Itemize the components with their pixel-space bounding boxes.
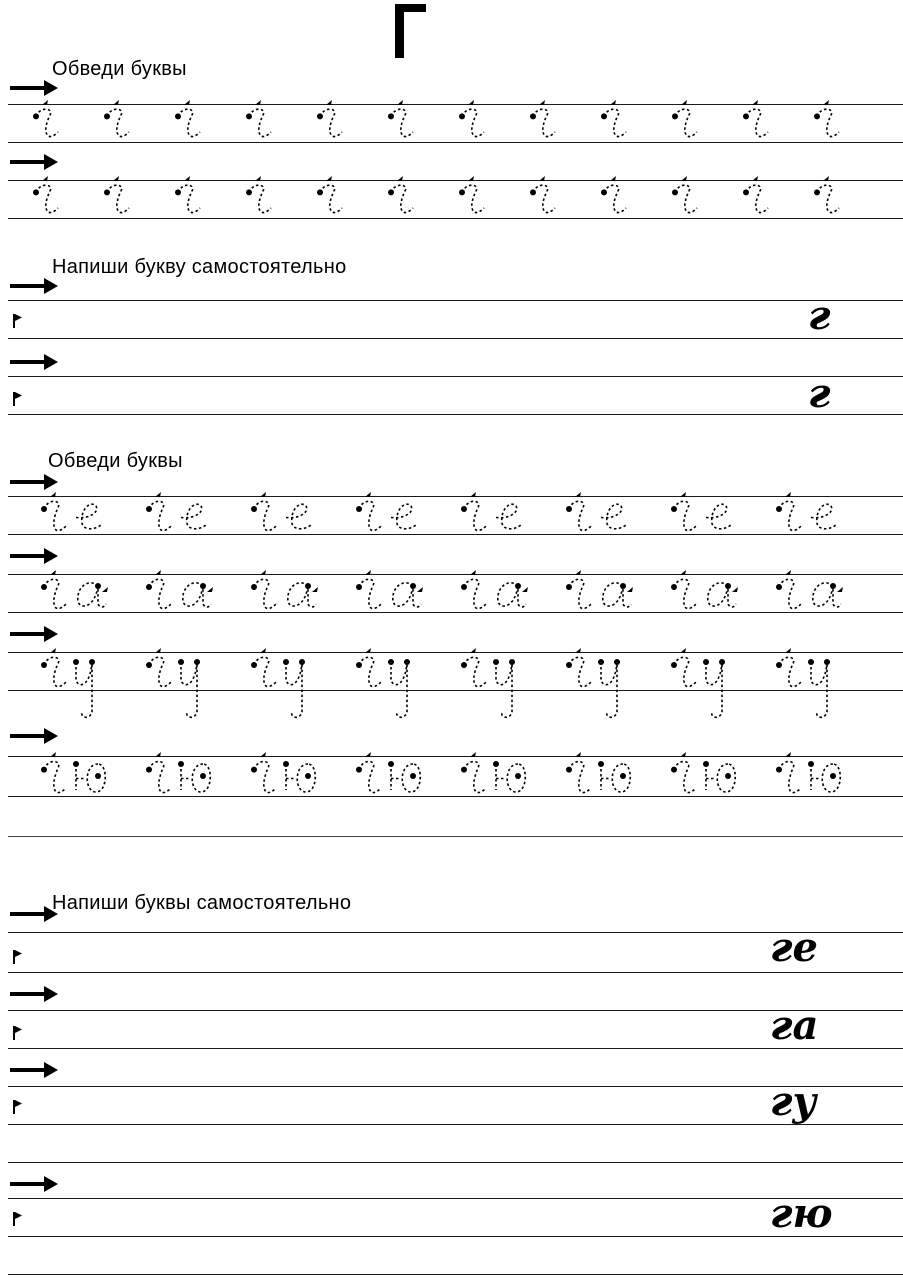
instruction-write-letter: Напиши букву самостоятельно: [52, 256, 347, 278]
sample-syllable-gyu: гю: [770, 1190, 833, 1237]
trace-row-syllable-gyu: [41, 752, 840, 793]
trace-row-letter: [33, 176, 839, 213]
trace-row-syllable-ge: [41, 492, 837, 531]
sample-letter-1: г: [808, 292, 831, 339]
trace-row-syllable-gu: [41, 648, 830, 717]
instruction-trace-letters: Обведи буквы: [52, 58, 187, 80]
sample-syllable-gu: гу: [770, 1078, 817, 1125]
trace-row-syllable-ga: [41, 570, 843, 609]
sample-syllable-ga: га: [770, 1002, 819, 1049]
sample-letter-2: г: [808, 370, 831, 417]
trace-row-letter: [33, 100, 839, 137]
sample-syllable-ge: ге: [770, 924, 818, 971]
instruction-trace-syllables: Обведи буквы: [48, 450, 183, 472]
instruction-write-syllables: Напиши буквы самостоятельно: [52, 892, 352, 914]
